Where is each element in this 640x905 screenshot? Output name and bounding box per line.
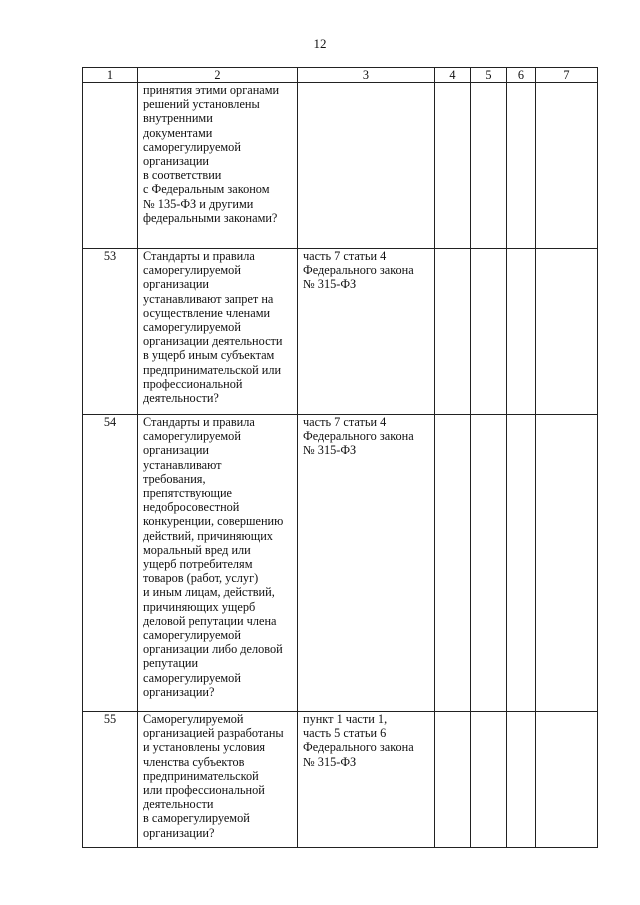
question-line: саморегулируемой <box>143 628 241 643</box>
header-cell-4: 4 <box>435 68 471 83</box>
question-line: организацией разработаны <box>143 726 284 741</box>
question-line: причиняющих ущерб <box>143 599 256 614</box>
question-line: действий, причиняющих <box>143 528 273 543</box>
question-line: организации <box>143 443 210 458</box>
row-number: 55 <box>83 712 138 848</box>
empty-cell-5 <box>471 83 507 249</box>
question-line: конкуренции, совершению <box>143 514 284 529</box>
reference-cell <box>298 249 435 415</box>
question-line: предпринимательской или <box>143 362 282 377</box>
question-line: или профессиональной <box>143 783 265 798</box>
question-line: саморегулируемой <box>143 263 241 278</box>
question-cell <box>138 249 298 415</box>
table-row <box>83 712 598 848</box>
question-line: и установлены условия <box>143 740 266 755</box>
question-cell <box>138 712 298 848</box>
reference-cell <box>298 415 435 712</box>
empty-cell-7 <box>536 415 598 712</box>
empty-cell-5 <box>471 415 507 712</box>
question-line: устанавливают <box>143 457 222 472</box>
question-line: Стандарты и правила <box>143 415 255 429</box>
empty-cell-5 <box>471 249 507 415</box>
question-line: моральный вред или <box>143 542 251 557</box>
reference-line: Федерального закона <box>303 263 414 278</box>
question-line: № 135-ФЗ и другими <box>143 196 254 211</box>
question-line: препятствующие <box>143 486 233 501</box>
empty-cell-7 <box>536 712 598 848</box>
page-number: 12 <box>313 36 327 51</box>
reference-cell <box>298 712 435 848</box>
empty-cell-6 <box>507 83 536 249</box>
question-line: деятельности? <box>143 391 219 406</box>
empty-cell-7 <box>536 249 598 415</box>
question-line: репутации <box>143 656 199 671</box>
row-number: 53 <box>83 249 138 415</box>
question-line: в соответствии <box>143 168 222 183</box>
question-line: предпринимательской <box>143 768 259 783</box>
reference-line: пункт 1 части 1, <box>303 712 388 726</box>
header-cell-3: 3 <box>298 68 435 83</box>
checklist-table <box>82 67 598 848</box>
reference-line: часть 7 статьи 4 <box>303 415 387 429</box>
question-line: с Федеральным законом <box>143 182 270 197</box>
question-line: организации? <box>143 684 215 699</box>
header-cell-6: 6 <box>507 68 536 83</box>
question-line: Стандарты и правила <box>143 249 255 263</box>
question-line: документами <box>143 125 213 140</box>
question-line: ущерб потребителям <box>143 557 253 572</box>
question-line: федеральными законами? <box>143 210 278 225</box>
empty-cell-4 <box>435 249 471 415</box>
empty-cell-4 <box>435 415 471 712</box>
question-line: и иным лицам, действий, <box>143 585 275 600</box>
reference-line: Федерального закона <box>303 740 414 755</box>
question-line: в ущерб иным субъектам <box>143 348 275 363</box>
question-line: устанавливают запрет на <box>143 291 274 306</box>
header-cell-5: 5 <box>471 68 507 83</box>
header-cell-1: 1 <box>83 68 138 83</box>
question-cell <box>138 415 298 712</box>
header-cell-2: 2 <box>138 68 298 83</box>
question-line: деловой репутации члена <box>143 613 277 628</box>
header-row <box>83 68 598 83</box>
reference-line: часть 5 статьи 6 <box>303 726 387 741</box>
question-line: организации деятельности <box>143 334 283 349</box>
empty-cell-7 <box>536 83 598 249</box>
reference-line: № 315-ФЗ <box>303 443 357 458</box>
question-line: саморегулируемой <box>143 429 241 444</box>
row-number <box>83 83 138 249</box>
question-line: внутренними <box>143 111 213 126</box>
table-row <box>83 83 598 249</box>
table-row <box>83 415 598 712</box>
question-line: организации либо деловой <box>143 642 283 657</box>
header-cell-7: 7 <box>536 68 598 83</box>
row-number: 54 <box>83 415 138 712</box>
question-line: членства субъектов <box>143 754 245 769</box>
question-line: недобросовестной <box>143 500 240 515</box>
question-line: требования, <box>143 471 206 486</box>
reference-line: № 315-ФЗ <box>303 754 357 769</box>
question-line: организации <box>143 277 210 292</box>
question-line: саморегулируемой <box>143 320 241 335</box>
empty-cell-6 <box>507 712 536 848</box>
reference-line: часть 7 статьи 4 <box>303 249 387 263</box>
question-line: саморегулируемой <box>143 139 241 154</box>
question-line: саморегулируемой <box>143 670 241 685</box>
reference-cell <box>298 83 435 249</box>
question-line: профессиональной <box>143 376 243 391</box>
question-line: организации <box>143 154 210 169</box>
empty-cell-4 <box>435 83 471 249</box>
empty-cell-6 <box>507 249 536 415</box>
question-line: осуществление членами <box>143 305 271 320</box>
question-line: решений установлены <box>143 97 260 112</box>
table-row <box>83 249 598 415</box>
question-cell <box>138 83 298 249</box>
question-line: организации? <box>143 825 215 840</box>
question-line: принятия этими органами <box>143 83 280 97</box>
empty-cell-4 <box>435 712 471 848</box>
reference-line: Федерального закона <box>303 429 414 444</box>
question-line: Саморегулируемой <box>143 712 244 726</box>
question-line: товаров (работ, услуг) <box>143 571 259 586</box>
question-line: деятельности <box>143 797 214 812</box>
question-line: в саморегулируемой <box>143 811 250 826</box>
empty-cell-5 <box>471 712 507 848</box>
empty-cell-6 <box>507 415 536 712</box>
reference-line: № 315-ФЗ <box>303 277 357 292</box>
